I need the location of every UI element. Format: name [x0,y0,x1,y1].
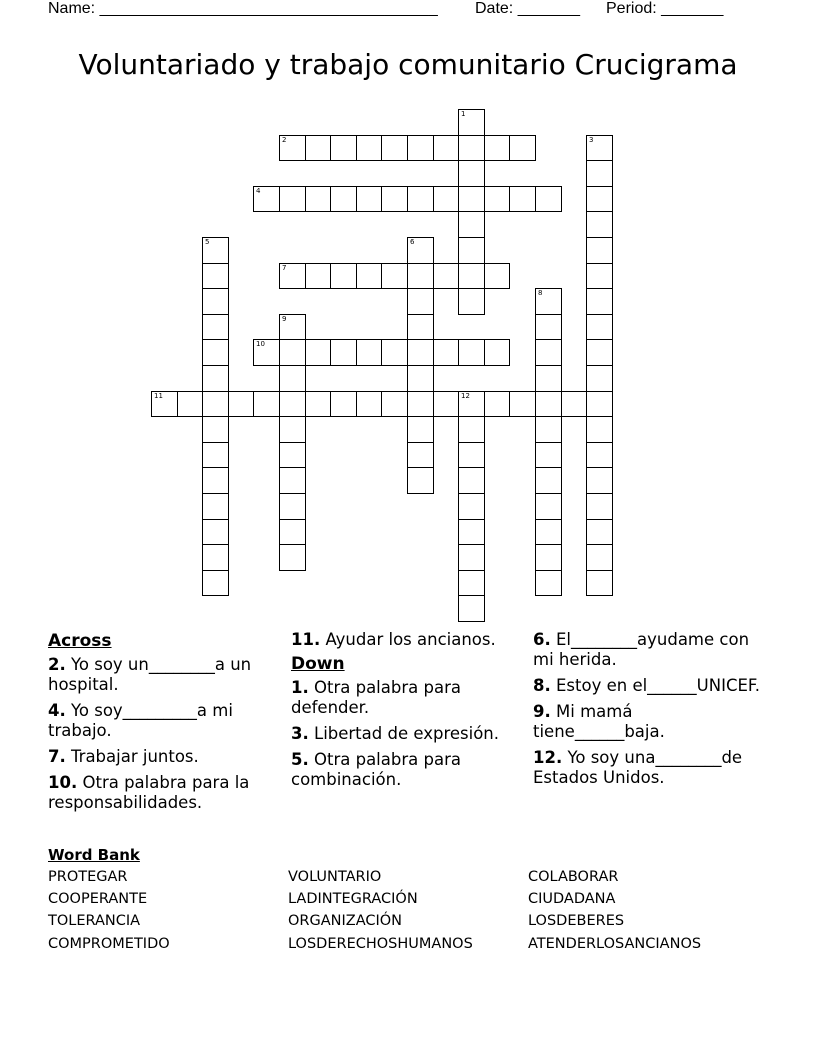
crossword-cell[interactable] [458,519,485,545]
crossword-cell[interactable] [458,288,485,315]
crossword-cell[interactable] [458,237,485,264]
crossword-cell[interactable] [484,391,510,417]
crossword-cell[interactable] [433,339,459,366]
crossword-cell[interactable] [356,186,382,212]
word-bank-item: ATENDERLOSANCIANOS [528,936,702,952]
crossword-cell[interactable] [253,391,280,417]
crossword-cell[interactable] [202,365,229,392]
crossword-cell[interactable] [279,186,306,212]
crossword-cell[interactable] [279,314,306,340]
clue-down-8: 8. Estoy en el______UNICEF. [533,676,761,695]
clue-number: 2 [282,136,287,144]
crossword-cell[interactable] [535,339,562,366]
crossword-cell[interactable] [253,186,280,212]
clue-number: 7 [282,264,287,272]
crossword-cell[interactable] [586,288,613,315]
crossword-cell[interactable] [407,288,434,315]
crossword-cell[interactable] [305,135,331,161]
clue-down-5: 5. Otra palabra para combinación. [291,750,461,789]
crossword-cell[interactable] [586,160,613,187]
crossword-cell[interactable] [458,493,485,520]
crossword-cell[interactable] [279,442,306,468]
crossword-cell[interactable] [407,467,434,494]
crossword-cell[interactable] [305,186,331,212]
crossword-cell[interactable] [330,135,357,161]
crossword-cell[interactable] [279,365,306,392]
crossword-cell[interactable] [458,442,485,468]
crossword-cell[interactable] [458,416,485,443]
clue-number: 6 [410,238,415,246]
clue-across-10: 10. Otra palabra para la responsabilidades. [48,773,250,812]
crossword-cell[interactable] [535,519,562,545]
crossword-cell[interactable] [330,186,357,212]
crossword-cell[interactable] [202,314,229,340]
clue-across-11: 11. Ayudar los ancianos. [291,630,496,649]
crossword-cell[interactable] [458,211,485,238]
clue-across-4: 4. Yo soy_________a mi trabajo. [48,701,233,740]
crossword-cell[interactable] [586,519,613,545]
crossword-cell[interactable] [407,391,434,417]
clue-down-1: 1. Otra palabra para defender. [291,678,461,717]
crossword-cell[interactable] [586,135,613,161]
crossword-cell[interactable] [561,391,587,417]
crossword-cell[interactable] [356,263,382,289]
crossword-cell[interactable] [407,365,434,392]
crossword-cell[interactable] [509,186,536,212]
crossword-cell[interactable] [586,314,613,340]
crossword-cell[interactable] [279,263,306,289]
crossword-cell[interactable] [458,391,485,417]
across-heading: Across [48,631,112,651]
crossword-cell[interactable] [202,416,229,443]
crossword-cell[interactable] [586,570,613,596]
crossword-cell[interactable] [535,416,562,443]
word-bank-item: VOLUNTARIO [288,869,382,885]
word-bank-title: Word Bank [48,846,140,864]
clue-number: 11 [154,392,163,400]
crossword-cell[interactable] [407,237,434,264]
crossword-cell[interactable] [484,135,510,161]
word-bank-item: CIUDADANA [528,891,616,907]
crossword-cell[interactable] [535,288,562,315]
date-field[interactable]: Date: _______ [475,0,580,17]
crossword-cell[interactable] [535,570,562,596]
crossword-cell[interactable] [484,339,510,366]
crossword-cell[interactable] [407,263,434,289]
clue-number: 10 [256,340,265,348]
crossword-cell[interactable] [279,467,306,494]
down-heading: Down [291,654,345,674]
crossword-cell[interactable] [509,135,536,161]
crossword-cell[interactable] [279,519,306,545]
crossword-cell[interactable] [407,339,434,366]
crossword-cell[interactable] [586,365,613,392]
crossword-cell[interactable] [586,467,613,494]
word-bank-item: COLABORAR [528,869,619,885]
clue-number: 1 [461,110,466,118]
crossword-cell[interactable] [458,339,485,366]
crossword-cell[interactable] [202,442,229,468]
crossword-cell[interactable] [381,135,408,161]
crossword-cell[interactable] [279,493,306,520]
crossword-cell[interactable] [586,391,613,417]
crossword-cell[interactable] [305,339,331,366]
crossword-cell[interactable] [228,391,254,417]
crossword-cell[interactable] [586,493,613,520]
word-bank-item: COOPERANTE [48,891,148,907]
crossword-cell[interactable] [586,442,613,468]
crossword-cell[interactable] [279,391,306,417]
clue-across-7: 7. Trabajar juntos. [48,747,199,766]
clues-column-3 [533,630,763,794]
crossword-cell[interactable] [535,391,562,417]
crossword-cell[interactable] [202,544,229,571]
crossword-cell[interactable] [407,416,434,443]
crossword-cell[interactable] [279,339,306,366]
crossword-cell[interactable] [305,391,331,417]
crossword-cell[interactable] [458,109,485,136]
crossword-cell[interactable] [586,237,613,264]
crossword-cell[interactable] [433,263,459,289]
crossword-cell[interactable] [484,263,510,289]
word-bank-item: COMPROMETIDO [48,936,170,952]
crossword-cell[interactable] [407,186,434,212]
crossword-cell[interactable] [586,263,613,289]
clue-number: 5 [205,238,210,246]
crossword-cell[interactable] [458,544,485,571]
clue-down-12: 12. Yo soy una________de Estados Unidos. [533,748,743,787]
crossword-cell[interactable] [407,135,434,161]
crossword-cell[interactable] [202,467,229,494]
crossword-cell[interactable] [356,339,382,366]
clue-number: 12 [461,392,470,400]
name-field[interactable]: Name: ______________________________________ [48,0,438,17]
clue-across-2: 2. Yo soy un________a un hospital. [48,655,252,694]
crossword-cell[interactable] [586,339,613,366]
crossword-cell[interactable] [535,365,562,392]
crossword-cell[interactable] [202,493,229,520]
crossword-cell[interactable] [356,135,382,161]
clue-down-3: 3. Libertad de expresión. [291,724,500,743]
crossword-cell[interactable] [330,263,357,289]
word-bank-item: LOSDEBERES [528,913,625,929]
crossword-cell[interactable] [381,391,408,417]
crossword-cell[interactable] [279,544,306,571]
crossword-cell[interactable] [586,416,613,443]
clue-number: 4 [256,187,261,195]
crossword-cell[interactable] [381,263,408,289]
crossword-cell[interactable] [381,186,408,212]
crossword-cell[interactable] [407,314,434,340]
clue-down-9: 9. Mi mamá tiene______baja. [533,702,665,741]
crossword-cell[interactable] [535,442,562,468]
crossword-cell[interactable] [458,263,485,289]
crossword-cell[interactable] [305,263,331,289]
page-title: Voluntariado y trabajo comunitario Crucigrama [78,48,738,81]
crossword-cell[interactable] [509,391,536,417]
crossword-cell[interactable] [458,135,485,161]
crossword-cell[interactable] [177,391,203,417]
crossword-cell[interactable] [330,339,357,366]
crossword-cell[interactable] [433,391,459,417]
crossword-cell[interactable] [279,135,306,161]
crossword-cell[interactable] [458,467,485,494]
crossword-cell[interactable] [279,416,306,443]
crossword-cell[interactable] [535,467,562,494]
clue-number: 9 [282,315,287,323]
clue-number: 3 [589,136,594,144]
crossword-cell[interactable] [535,186,562,212]
crossword-cell[interactable] [151,391,178,417]
crossword-cell[interactable] [407,442,434,468]
crossword-cell[interactable] [202,339,229,366]
crossword-cell[interactable] [458,570,485,596]
crossword-cell[interactable] [202,237,229,264]
crossword-cell[interactable] [535,493,562,520]
crossword-cell[interactable] [433,186,459,212]
crossword-cell[interactable] [202,519,229,545]
crossword-cell[interactable] [458,160,485,187]
crossword-cell[interactable] [202,391,229,417]
crossword-cell[interactable] [330,391,357,417]
clue-down-6: 6. El________ayudame con mi herida. [533,630,750,669]
word-bank-item: ORGANIZACIÓN [288,913,403,929]
crossword-cell[interactable] [586,211,613,238]
word-bank-item: PROTEGAR [48,869,128,885]
crossword-cell[interactable] [202,288,229,315]
crossword-cell[interactable] [253,339,280,366]
crossword-cell[interactable] [458,595,485,622]
word-bank-item: TOLERANCIA [48,913,141,929]
word-bank-item: LADINTEGRACIÓN [288,891,418,907]
crossword-cell[interactable] [535,314,562,340]
clues-column-2 [291,630,523,796]
crossword-cell[interactable] [484,186,510,212]
crossword-cell[interactable] [586,544,613,571]
student-info-header [48,0,788,20]
clue-number: 8 [538,289,543,297]
clues-column-1 [48,630,278,819]
crossword-cell[interactable] [202,570,229,596]
crossword-cell[interactable] [586,186,613,212]
crossword-cell[interactable] [202,263,229,289]
crossword-cell[interactable] [458,186,485,212]
crossword-cell[interactable] [535,544,562,571]
crossword-cell[interactable] [433,135,459,161]
period-field[interactable]: Period: _______ [606,0,724,17]
crossword-cell[interactable] [356,391,382,417]
word-bank-item: LOSDERECHOSHUMANOS [288,936,473,952]
crossword-cell[interactable] [381,339,408,366]
